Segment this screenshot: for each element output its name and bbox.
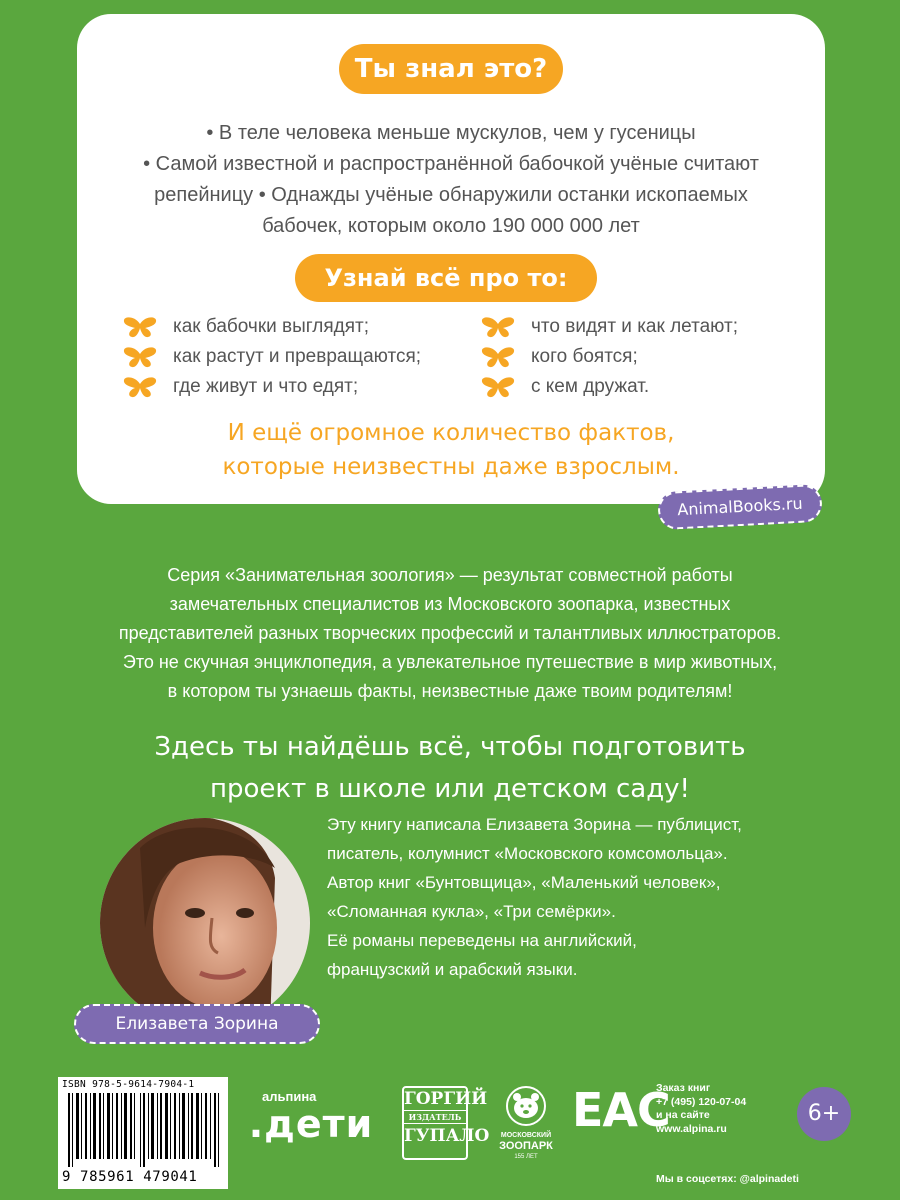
bio-line: французский и арабский языки. <box>327 960 578 979</box>
ean-number: 9 785961 479041 <box>62 1169 198 1185</box>
facts-card <box>77 14 825 504</box>
learn-title: Узнай всё про то: <box>295 254 597 302</box>
fact-line: • В теле человека меньше мускулов, чем у гусеницы <box>206 122 696 144</box>
gorgiy-line: ГОРГИЙ <box>404 1089 488 1109</box>
butterfly-icon <box>481 316 515 338</box>
bear-icon <box>500 1082 552 1126</box>
series-line: представителей разных творческих профессий и талантливых иллюстраторов. <box>118 623 782 643</box>
social-info: Мы в соцсетях: @alpinadeti <box>656 1173 799 1185</box>
author-bio <box>327 810 887 984</box>
known-title: Ты знал это? <box>339 44 563 94</box>
more-facts-text <box>77 416 825 484</box>
alpina-small-text: альпина <box>262 1089 317 1104</box>
topic-label: где живут и что едят; <box>173 376 359 397</box>
topic-item <box>481 372 738 402</box>
topic-label: что видят и как летают; <box>531 316 738 337</box>
facts-list <box>77 118 825 242</box>
fact-line: • Самой известной и распространённой бабочкой учёные считают <box>143 153 759 175</box>
topics-list <box>77 312 825 402</box>
bio-line: Эту книгу написала Елизавета Зорина — публицист, <box>327 815 742 834</box>
butterfly-icon <box>123 316 157 338</box>
barcode-bars <box>68 1093 220 1167</box>
moscow-zoo-logo <box>492 1082 560 1161</box>
bio-line: «Сломанная кукла», «Три семёрки». <box>327 902 616 921</box>
eac-mark: EAC <box>572 1083 670 1137</box>
topic-item <box>481 312 738 342</box>
zoo-line: 155 ЛЕТ <box>514 1154 538 1160</box>
topics-left <box>123 312 421 402</box>
zoo-line: ЗООПАРК <box>499 1140 553 1152</box>
topics-right <box>481 312 738 402</box>
topic-item <box>123 342 421 372</box>
author-name-tag: Елизавета Зорина <box>74 1004 320 1044</box>
series-line: Это не скучная энциклопедия, а увлекательное путешествие в мир животных, <box>122 652 778 672</box>
topic-label: с кем дружат. <box>531 376 650 397</box>
topic-label: кого боятся; <box>531 346 638 367</box>
series-description <box>60 561 840 706</box>
butterfly-icon <box>123 376 157 398</box>
butterfly-icon <box>481 346 515 368</box>
author-portrait <box>100 818 310 1028</box>
callout-line: Здесь ты найдёшь всё, чтобы подготовить <box>154 732 746 762</box>
order-line: и на сайте <box>656 1109 710 1121</box>
series-line: замечательных специалистов из Московского зоопарка, известных <box>169 594 731 614</box>
zoo-line: МОСКОВСКИЙ <box>500 1132 552 1139</box>
more-line: И ещё огромное количество фактов, <box>227 420 675 446</box>
age-rating-badge: 6+ <box>797 1087 851 1141</box>
alpina-big-text: .дети <box>248 1102 374 1146</box>
site-tag: AnimalBooks.ru <box>657 484 823 531</box>
project-callout <box>60 726 840 810</box>
isbn-text: ISBN 978-5-9614-7904-1 <box>62 1079 195 1090</box>
fact-line: бабочек, которым около 190 000 000 лет <box>262 215 640 237</box>
order-info <box>656 1082 796 1136</box>
more-line: которые неизвестны даже взрослым. <box>222 454 680 480</box>
gorgiy-line: ИЗДАТЕЛЬ <box>404 1110 466 1124</box>
order-line: www.alpina.ru <box>656 1122 727 1135</box>
fact-line: репейницу • Однажды учёные обнаружили останки ископаемых <box>154 184 748 206</box>
topic-item <box>481 342 738 372</box>
bio-line: Автор книг «Бунтовщица», «Маленький человек», <box>327 873 721 892</box>
topic-label: как бабочки выглядят; <box>173 316 370 337</box>
butterfly-icon <box>123 346 157 368</box>
order-line: Заказ книг <box>656 1082 711 1094</box>
topic-item <box>123 312 421 342</box>
bio-line: писатель, колумнист «Московского комсомольца». <box>327 844 728 863</box>
topic-item <box>123 372 421 402</box>
gorgiy-line: ГУПАЛО <box>404 1126 490 1146</box>
gorgiy-gupalo-logo <box>402 1086 490 1160</box>
butterfly-icon <box>481 376 515 398</box>
barcode <box>58 1077 228 1189</box>
alpina-deti-logo <box>236 1090 386 1144</box>
series-line: Серия «Занимательная зоология» — результат совместной работы <box>167 565 733 585</box>
callout-line: проект в школе или детском саду! <box>210 774 690 804</box>
topic-label: как растут и превращаются; <box>173 346 422 367</box>
bio-line: Её романы переведены на английский, <box>327 931 637 950</box>
series-line: в котором ты узнаешь факты, неизвестные даже твоим родителям! <box>167 681 733 701</box>
order-line: +7 (495) 120-07-04 <box>656 1095 747 1108</box>
